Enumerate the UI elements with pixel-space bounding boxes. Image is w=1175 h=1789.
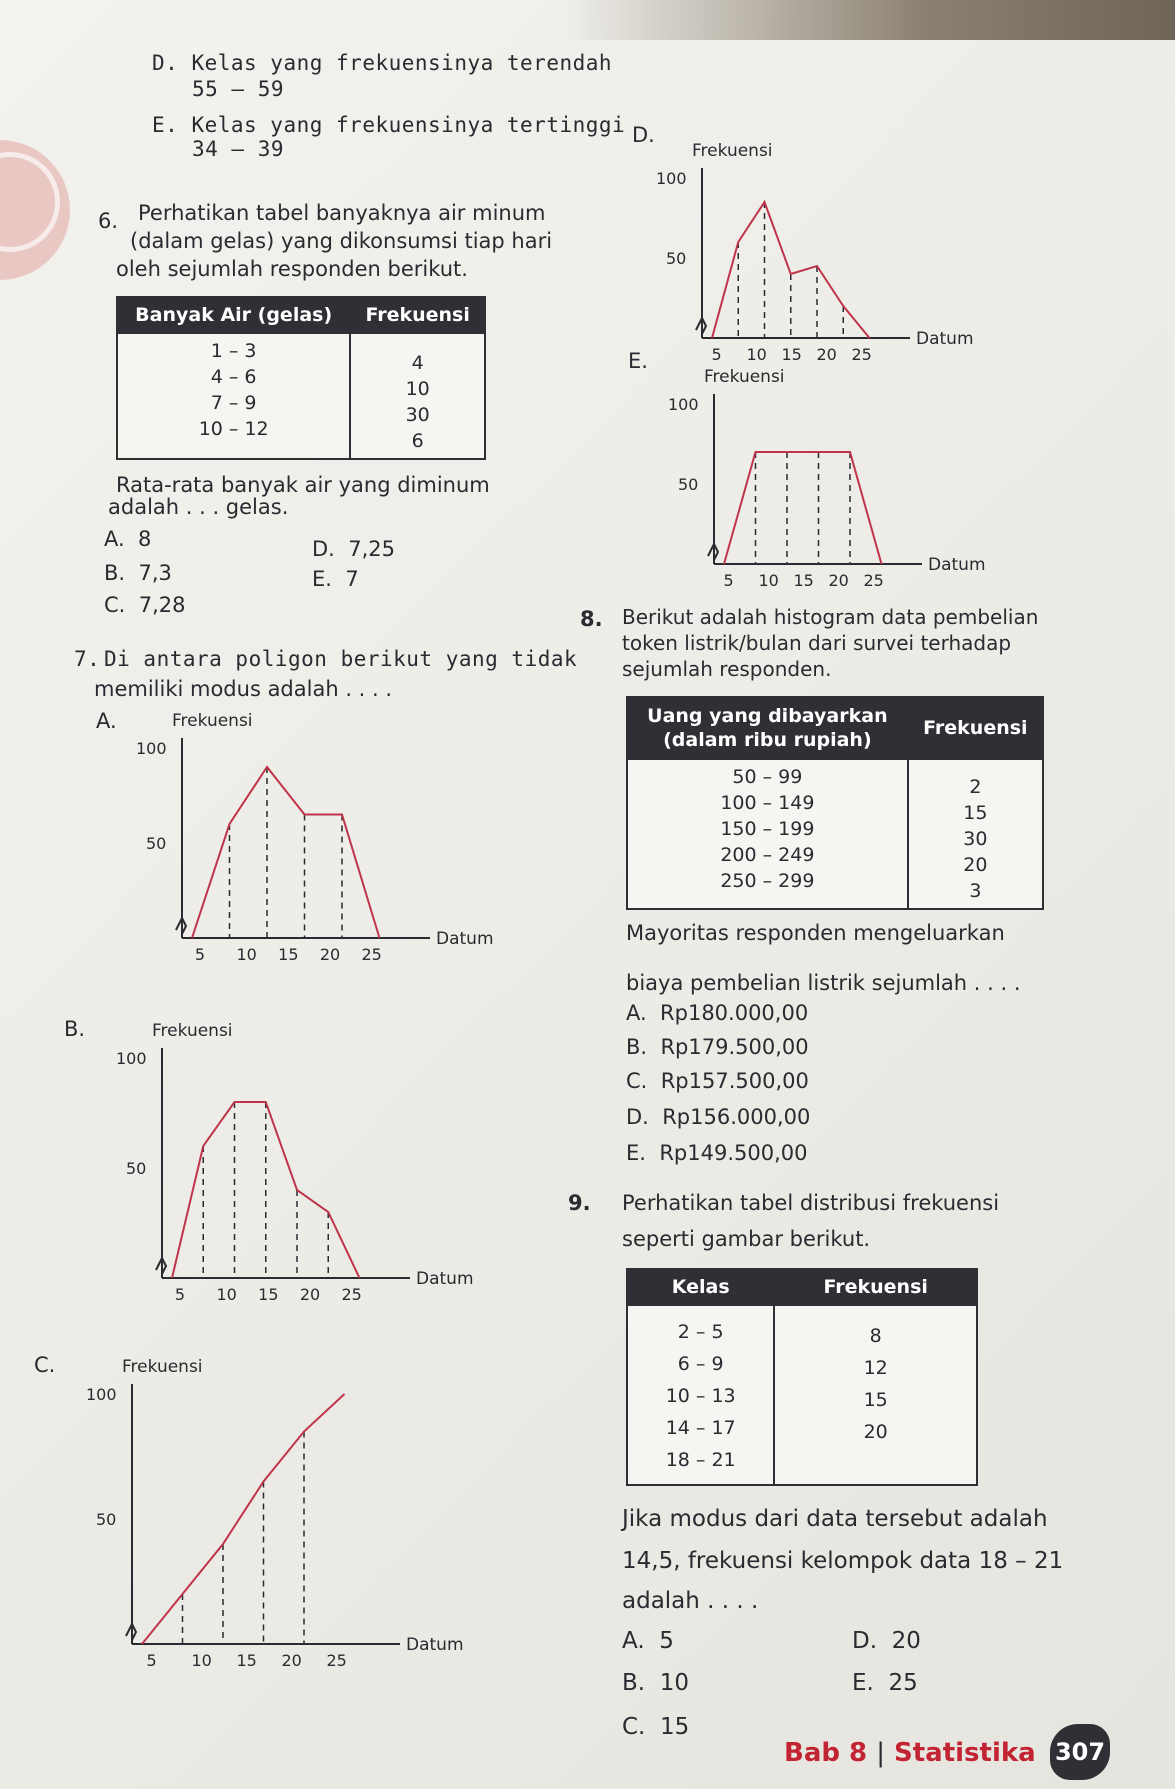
x-tick-label: 25: [341, 1285, 362, 1304]
table-cell: 4 – 6: [210, 366, 257, 388]
frequency-polygon: [724, 452, 882, 564]
q6-stem-2: (dalam gelas) yang dikonsumsi tiap hari: [130, 229, 553, 253]
x-axis-label: Datum: [928, 555, 986, 575]
y-axis-label: Frekuensi: [172, 711, 253, 731]
y-axis-label: Frekuensi: [152, 1021, 233, 1041]
q9-table-header-freq: Frekuensi: [774, 1269, 977, 1305]
q5-option-d-value: 55 – 59: [192, 77, 285, 101]
q7-graph-b-letter: B.: [64, 1017, 86, 1041]
q8-table-header-class: [627, 697, 908, 759]
table-cell: 8: [869, 1325, 882, 1347]
q7-graph-c-letter: C.: [34, 1353, 56, 1377]
q8-stem-2: token listrik/bulan dari survei terhadap: [622, 631, 1012, 655]
table-cell: 150 – 199: [720, 818, 815, 840]
q8-option-b: B. Rp179.500,00: [626, 1035, 809, 1059]
table-cell: 10 – 13: [665, 1385, 736, 1407]
q7-graph-b: [100, 1010, 500, 1320]
x-tick-label: 20: [281, 1651, 302, 1670]
q8-table-frequencies: [908, 759, 1043, 909]
table-cell: 7 – 9: [210, 392, 257, 414]
page-edge-shadow: [560, 0, 1175, 40]
y-tick-label: 100: [116, 1049, 147, 1068]
q8-option-e: E. Rp149.500,00: [626, 1141, 808, 1165]
frequency-polygon: [142, 1394, 345, 1644]
q9-table: [626, 1268, 978, 1486]
y-tick-label: 100: [86, 1385, 117, 1404]
x-axis-label: Datum: [406, 1635, 464, 1655]
q6-table-header-class: Banyak Air (gelas): [117, 297, 350, 333]
footer-chapter: [784, 1738, 1036, 1768]
x-tick-label: 10: [746, 345, 767, 364]
q6-question-1: Rata-rata banyak air yang diminum: [116, 473, 490, 497]
q6-stem-1: Perhatikan tabel banyaknya air minum: [138, 201, 546, 225]
q9-option-d: D. 20: [852, 1628, 921, 1654]
q6-option-c: C. 7,28: [104, 593, 186, 617]
x-tick-label: 25: [851, 345, 872, 364]
q9-option-e: E. 25: [852, 1670, 918, 1696]
frequency-polygon: [192, 767, 380, 938]
q9-table-header-class: Kelas: [627, 1269, 774, 1305]
y-tick-label: 100: [656, 169, 687, 188]
x-tick-label: 25: [361, 945, 382, 964]
x-axis-label: Datum: [436, 929, 494, 949]
table-header-line: (dalam ribu rupiah): [663, 729, 872, 751]
y-axis-label: Frekuensi: [704, 367, 785, 387]
x-tick-label: 10: [191, 1651, 212, 1670]
x-tick-label: 15: [793, 571, 814, 590]
q6-table-frequencies: [350, 333, 485, 459]
y-tick-label: 50: [146, 834, 167, 853]
q8-table-header-freq: Frekuensi: [908, 697, 1043, 759]
x-tick-label: 5: [711, 345, 722, 364]
q7-graph-c: [70, 1346, 490, 1686]
q9-question-2: 14,5, frekuensi kelompok data 18 – 21: [622, 1548, 1064, 1574]
q8-stem-1: Berikut adalah histogram data pembelian: [622, 605, 1039, 629]
y-tick-label: 100: [136, 739, 167, 758]
table-cell: 2: [969, 776, 982, 798]
x-tick-label: 5: [194, 945, 206, 964]
x-tick-label: 10: [216, 1285, 237, 1304]
x-tick-label: 15: [781, 345, 802, 364]
table-cell: 4: [411, 352, 424, 374]
table-cell: 20: [963, 854, 988, 876]
x-tick-label: 20: [299, 1285, 321, 1304]
table-cell: 6 – 9: [677, 1353, 724, 1375]
table-cell: 1 – 3: [210, 340, 257, 362]
q9-option-b: B. 10: [622, 1670, 689, 1696]
x-tick-label: 15: [278, 945, 299, 964]
q7-stem-1: Di antara poligon berikut yang tidak: [104, 647, 578, 671]
q8-table: [626, 696, 1044, 910]
q9-table-frequencies: [774, 1305, 977, 1485]
q8-number: 8.: [580, 607, 603, 631]
table-cell: 12: [863, 1357, 888, 1379]
table-cell: 250 – 299: [720, 870, 815, 892]
table-cell: 30: [405, 404, 430, 426]
table-cell: 15: [863, 1389, 888, 1411]
q6-stem-3: oleh sejumlah responden berikut.: [116, 257, 468, 281]
x-tick-label: 20: [816, 345, 837, 364]
y-tick-label: 50: [96, 1510, 117, 1529]
q5-option-d: D. Kelas yang frekuensinya terendah: [152, 51, 613, 75]
x-axis-label: Datum: [416, 1269, 474, 1289]
x-tick-label: 5: [174, 1285, 186, 1304]
q6-option-d: D. 7,25: [312, 537, 395, 561]
q9-option-a: A. 5: [622, 1628, 674, 1654]
x-tick-label: 10: [236, 945, 257, 964]
table-cell: 30: [963, 828, 988, 850]
table-header-line: Uang yang dibayarkan: [647, 705, 888, 727]
q5-option-e: E. Kelas yang frekuensinya tertinggi: [152, 113, 626, 137]
table-cell: 100 – 149: [720, 792, 815, 814]
q8-stem-3: sejumlah responden.: [622, 657, 832, 681]
x-tick-label: 5: [146, 1651, 157, 1670]
table-cell: 14 – 17: [665, 1417, 736, 1439]
table-cell: 50 – 99: [732, 766, 803, 788]
page-number: 307: [1050, 1724, 1110, 1780]
x-tick-label: 25: [863, 571, 884, 590]
frequency-polygon: [712, 202, 870, 338]
q9-table-classes: [627, 1305, 774, 1485]
q6-question-2: adalah . . . gelas.: [108, 495, 289, 519]
q9-question-1: Jika modus dari data tersebut adalah: [622, 1506, 1048, 1532]
q6-table: [116, 296, 486, 460]
q7-stem-2: memiliki modus adalah . . . .: [94, 677, 393, 701]
table-cell: 200 – 249: [720, 844, 815, 866]
table-cell: 10: [405, 378, 430, 400]
table-cell-missing: [785, 1448, 966, 1480]
q6-option-e: E. 7: [312, 567, 359, 591]
x-tick-label: 20: [828, 571, 849, 590]
y-tick-label: 100: [668, 395, 699, 414]
q8-question-2: biaya pembelian listrik sejumlah . . . .: [626, 971, 1021, 995]
y-tick-label: 50: [678, 475, 699, 494]
q9-stem-1: Perhatikan tabel distribusi frekuensi: [622, 1191, 1000, 1215]
q7-graph-a: [120, 700, 520, 980]
x-tick-label: 25: [326, 1651, 347, 1670]
x-tick-label: 20: [319, 945, 341, 964]
q7-graph-d-letter: D.: [632, 123, 655, 147]
q9-stem-2: seperti gambar berikut.: [622, 1227, 871, 1251]
y-tick-label: 50: [126, 1159, 147, 1178]
q9-option-c: C. 15: [622, 1714, 690, 1740]
q8-table-classes: [627, 759, 908, 909]
q7-graph-e: [652, 356, 1012, 606]
q8-option-d: D. Rp156.000,00: [626, 1105, 811, 1129]
table-cell: 2 – 5: [677, 1321, 724, 1343]
q7-graph-a-letter: A.: [96, 709, 117, 733]
q6-number: 6.: [98, 209, 119, 233]
table-cell: 20: [863, 1421, 888, 1443]
x-tick-label: 10: [758, 571, 779, 590]
table-cell: 3: [969, 880, 982, 902]
q7-graph-d: [640, 130, 1000, 380]
y-axis-label: Frekuensi: [692, 141, 773, 161]
q8-question-1: Mayoritas responden mengeluarkan: [626, 921, 1005, 945]
chapter-title: Statistika: [894, 1738, 1036, 1768]
x-axis-label: Datum: [916, 329, 974, 349]
q8-option-a: A. Rp180.000,00: [626, 1001, 809, 1025]
table-cell: 6: [411, 430, 424, 452]
q6-table-header-freq: Frekuensi: [350, 297, 485, 333]
q6-table-classes: [117, 333, 350, 459]
x-tick-label: 5: [723, 571, 734, 590]
q9-question-3: adalah . . . .: [622, 1588, 759, 1614]
q6-option-b: B. 7,3: [104, 561, 172, 585]
chapter-label: Bab 8: [784, 1738, 868, 1768]
footer-separator: |: [876, 1738, 885, 1768]
y-tick-label: 50: [666, 249, 687, 268]
q6-option-a: A. 8: [104, 527, 152, 551]
table-cell: 18 – 21: [665, 1449, 736, 1471]
x-tick-label: 15: [258, 1285, 279, 1304]
q8-option-c: C. Rp157.500,00: [626, 1069, 809, 1093]
q5-option-e-value: 34 – 39: [192, 137, 285, 161]
y-axis-label: Frekuensi: [122, 1357, 203, 1377]
table-cell: 15: [963, 802, 988, 824]
table-cell: 10 – 12: [198, 418, 269, 440]
q7-number: 7.: [74, 647, 101, 671]
x-tick-label: 15: [236, 1651, 257, 1670]
q7-graph-e-letter: E.: [628, 349, 648, 373]
q9-number: 9.: [568, 1191, 591, 1215]
